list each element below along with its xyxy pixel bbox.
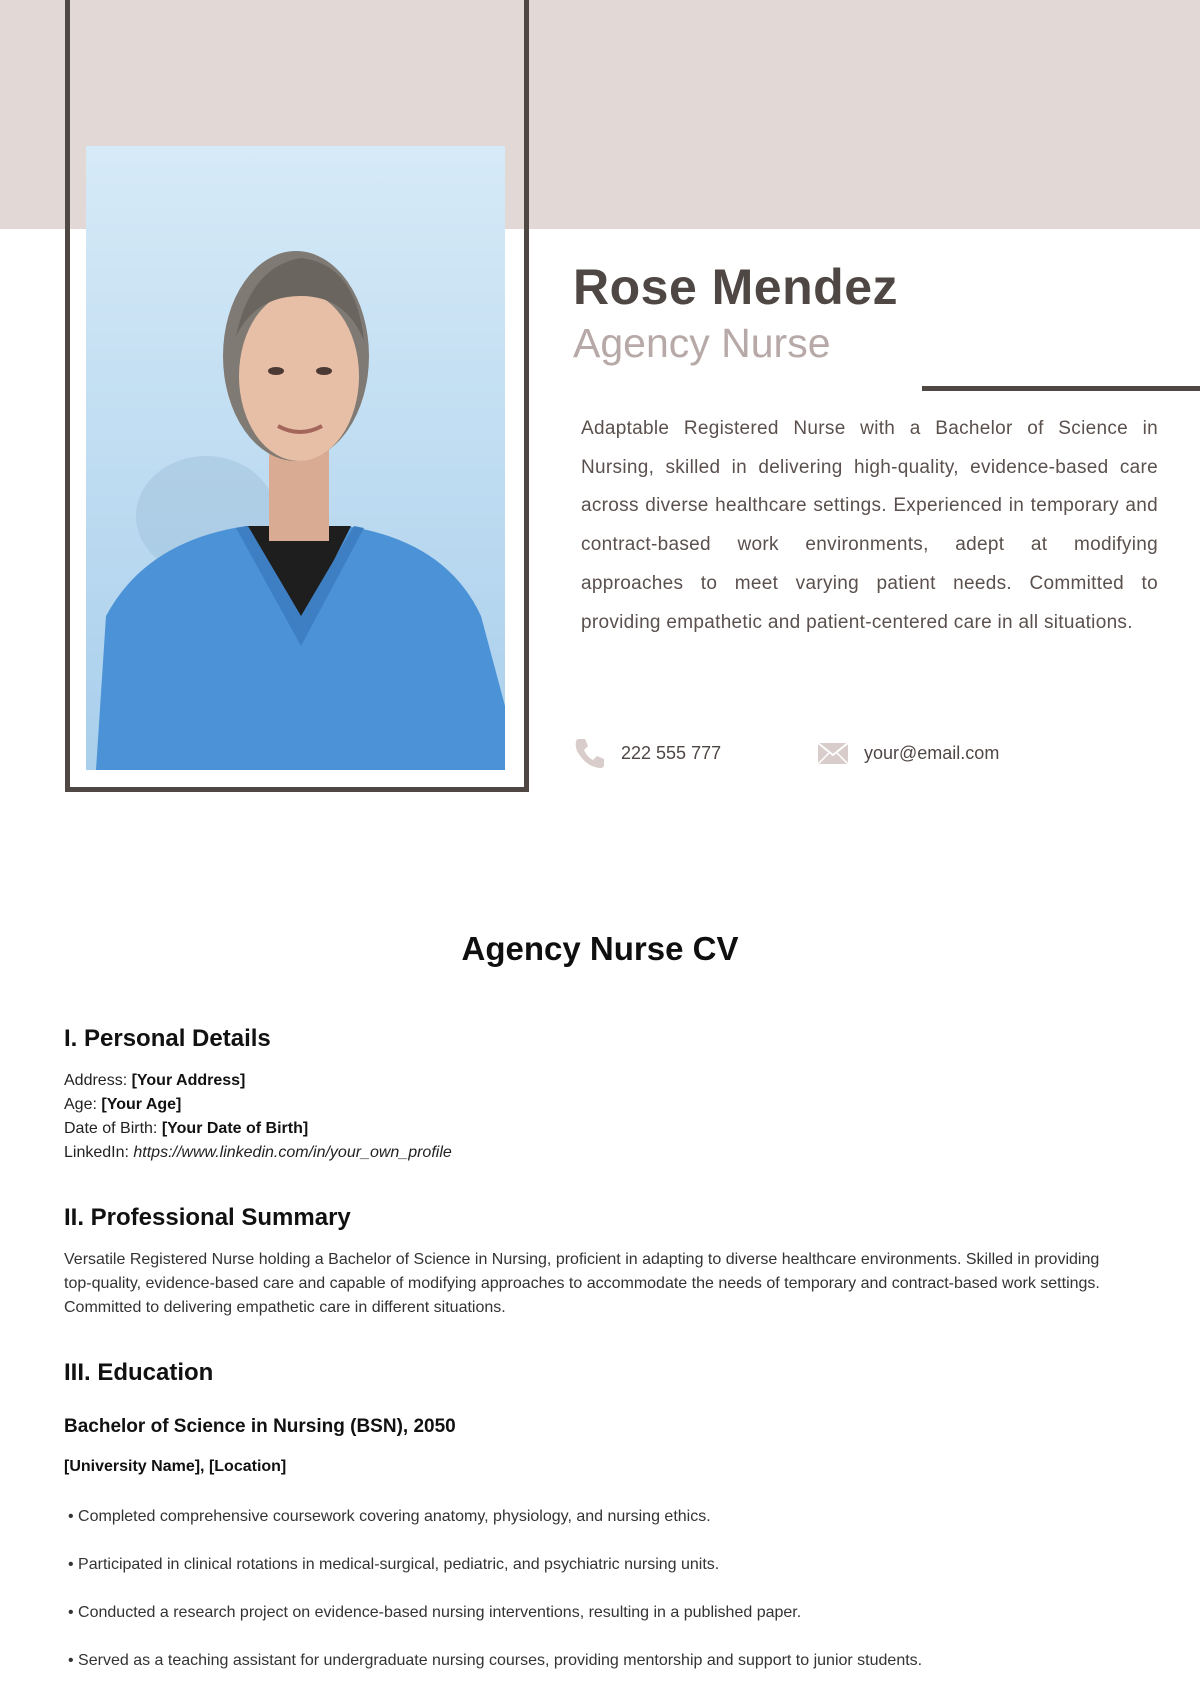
contact-email[interactable] [816, 736, 999, 770]
detail-value: [Your Age] [101, 1096, 182, 1113]
accent-divider [922, 386, 1200, 391]
list-item: • Served as a teaching assistant for undergraduate nursing courses, providing mentorship and support to junior students. [68, 1649, 922, 1697]
personal-details [64, 1069, 452, 1165]
detail-dob [64, 1117, 452, 1141]
profile-text: Adaptable Registered Nurse with a Bachelor of Science in Nursing, skilled in delivering high-quality, evidence-based care across diverse healthcare settings. Experienced in temporary and contract-based work environments, adept at modifying approaches to meet varying patient needs. Committed to providing empathetic and patient-centered care in all situations. [581, 418, 1158, 633]
list-item: • Conducted a research project on evidence-based nursing interventions, resulting in a published paper. [68, 1601, 922, 1649]
job-title: Agency Nurse [573, 320, 831, 366]
detail-label: Age: [64, 1096, 97, 1113]
detail-label: Address: [64, 1072, 128, 1089]
detail-label: LinkedIn: [64, 1144, 129, 1161]
degree-title: Bachelor of Science in Nursing (BSN), 2050 [64, 1416, 456, 1437]
candidate-name: Rose Mendez [573, 259, 899, 315]
phone-icon [573, 736, 607, 770]
school-name: [University Name], [Location] [64, 1458, 287, 1475]
detail-value: [Your Address] [131, 1072, 246, 1089]
personal-details-heading: I. Personal Details [64, 1025, 271, 1052]
list-item: • Participated in clinical rotations in medical-surgical, pediatric, and psychiatric nursing units. [68, 1553, 922, 1601]
email-address: your@email.com [864, 742, 1000, 763]
professional-summary-text: Versatile Registered Nurse holding a Bachelor of Science in Nursing, proficient in adapting to diverse healthcare environments. Skilled in providing top-quality, evidence-based care and capable of modifying approaches to accommodate the needs of temporary and contract-based work settings. Committed to delivering empathetic care in different situations. [64, 1251, 1100, 1316]
detail-value: [Your Date of Birth] [161, 1120, 309, 1137]
phone-number: 222 555 777 [621, 742, 722, 763]
portrait-photo [86, 146, 505, 770]
envelope-icon [816, 736, 850, 770]
professional-summary-heading: II. Professional Summary [64, 1204, 351, 1231]
cv-title: Agency Nurse CV [461, 930, 739, 967]
detail-age [64, 1093, 452, 1117]
portrait-illustration [86, 146, 505, 770]
linkedin-link[interactable]: https://www.linkedin.com/in/your_own_profile [133, 1144, 452, 1161]
contact-phone[interactable] [573, 736, 721, 770]
detail-label: Date of Birth: [64, 1120, 158, 1137]
list-item: • Completed comprehensive coursework covering anatomy, physiology, and nursing ethics. [68, 1505, 922, 1553]
detail-address [64, 1069, 452, 1093]
education-heading: III. Education [64, 1359, 214, 1386]
education-bullets [68, 1505, 922, 1697]
detail-linkedin [64, 1141, 452, 1165]
